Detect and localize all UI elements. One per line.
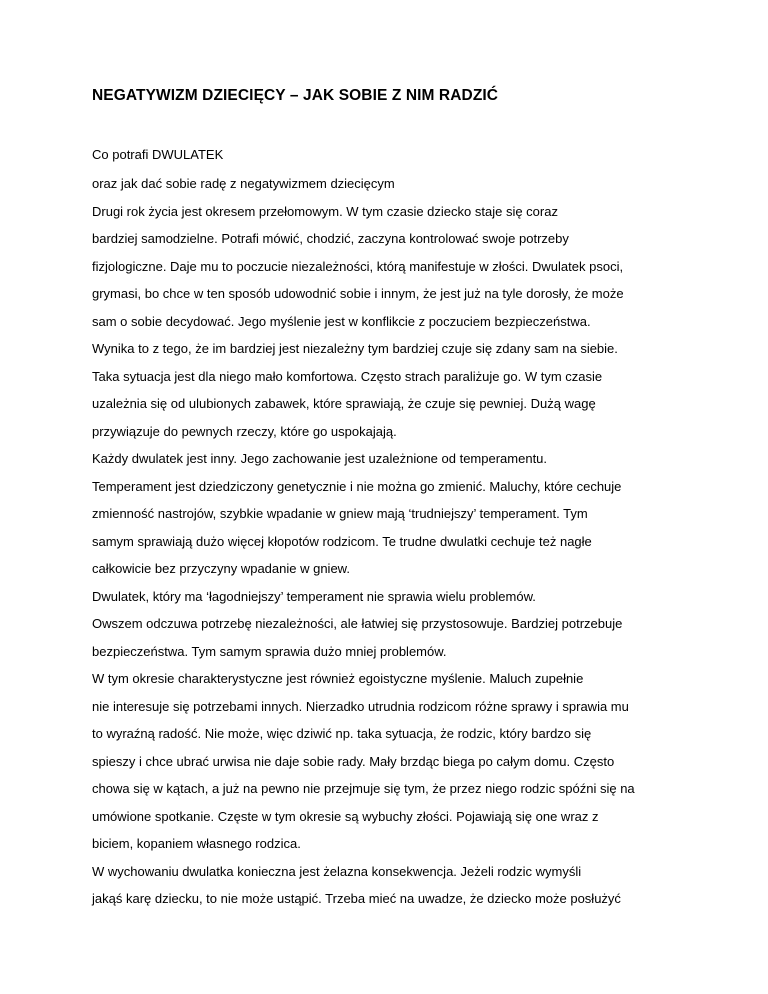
body-text-line: Owszem odczuwa potrzebę niezależności, ale łatwiej się przystosowuje. Bardziej potrzebuje: [92, 616, 623, 631]
body-text-line: sam o sobie decydować. Jego myślenie jest w konflikcie z poczuciem bezpieczeństwa.: [92, 313, 591, 329]
body-text-line: W tym okresie charakterystyczne jest również egoistyczne myślenie. Maluch zupełnie: [92, 671, 584, 686]
body-text-line: samym sprawiają dużo więcej kłopotów rodzicom. Te trudne dwulatki cechuje też nagłe: [92, 533, 592, 549]
body-text-line: fizjologiczne. Daje mu to poczucie niezależności, którą manifestuje w złości. Dwulatek psoci,: [92, 258, 624, 274]
document-subtitle: Co potrafi DWULATEK: [92, 147, 224, 162]
body-text-line: grymasi, bo chce w ten sposób udowodnić sobie i innym, że jest już na tyle dorosły, że może: [92, 286, 624, 301]
body-text-line: Wynika to z tego, że im bardziej jest niezależny tym bardziej czuje się zdany sam na siebie.: [92, 341, 618, 356]
body-text-line: bezpieczeństwa. Tym samym sprawia dużo mniej problemów.: [92, 643, 447, 659]
body-text-line: Każdy dwulatek jest inny. Jego zachowanie jest uzależnione od temperamentu.: [92, 451, 548, 466]
document-body: [92, 174, 712, 917]
document-title: NEGATYWIZM DZIECIĘCY – JAK SOBIE Z NIM RADZIĆ: [92, 87, 499, 104]
body-text-line: jakąś karę dziecku, to nie może ustąpić. Trzeba mieć na uwadze, że dziecko może posłużyć: [92, 891, 621, 906]
body-text-line: nie interesuje się potrzebami innych. Nierzadko utrudnia rodzicom różne sprawy i sprawia mu: [92, 698, 629, 714]
body-text-line: biciem, kopaniem własnego rodzica.: [92, 836, 301, 851]
body-text-line: spieszy i chce ubrać urwisa nie daje sobie rady. Mały brzdąc biega po całym domu. Często: [92, 753, 615, 769]
body-text-line: uzależnia się od ulubionych zabawek, które sprawiają, że czuje się pewniej. Dużą wagę: [92, 396, 596, 411]
body-text-line: bardziej samodzielne. Potrafi mówić, chodzić, zaczyna kontrolować swoje potrzeby: [92, 231, 569, 246]
body-text-line: chowa się w kątach, a już na pewno nie przejmuje się tym, że przez niego rodzic spóźni się na: [92, 781, 635, 796]
body-text-line: Dwulatek, który ma ‘łagodniejszy’ temperament nie sprawia wielu problemów.: [92, 588, 536, 604]
body-text-line: W wychowaniu dwulatka konieczna jest żelazna konsekwencja. Jeżeli rodzic wymyśli: [92, 863, 582, 879]
body-text-line: przywiązuje do pewnych rzeczy, które go uspokajają.: [92, 423, 397, 439]
body-text-line: umówione spotkanie. Częste w tym okresie są wybuchy złości. Pojawiają się one wraz z: [92, 808, 599, 824]
body-text-line: Taka sytuacja jest dla niego mało komfortowa. Często strach paraliżuje go. W tym czasie: [92, 368, 603, 384]
body-text-line: zmienność nastrojów, szybkie wpadanie w gniew mają ‘trudniejszy’ temperament. Tym: [92, 506, 588, 521]
body-text-line: oraz jak dać sobie radę z negatywizmem dziecięcym: [92, 176, 395, 191]
body-text-line: Drugi rok życia jest okresem przełomowym. W tym czasie dziecko staje się coraz: [92, 203, 558, 219]
body-text-line: całkowicie bez przyczyny wpadanie w gniew.: [92, 561, 350, 576]
body-text-line: Temperament jest dziedziczony genetycznie i nie można go zmienić. Maluchy, które cechuje: [92, 478, 622, 494]
body-text-line: to wyraźną radość. Nie może, więc dziwić np. taka sytuacja, że rodzic, który bardzo się: [92, 726, 592, 741]
